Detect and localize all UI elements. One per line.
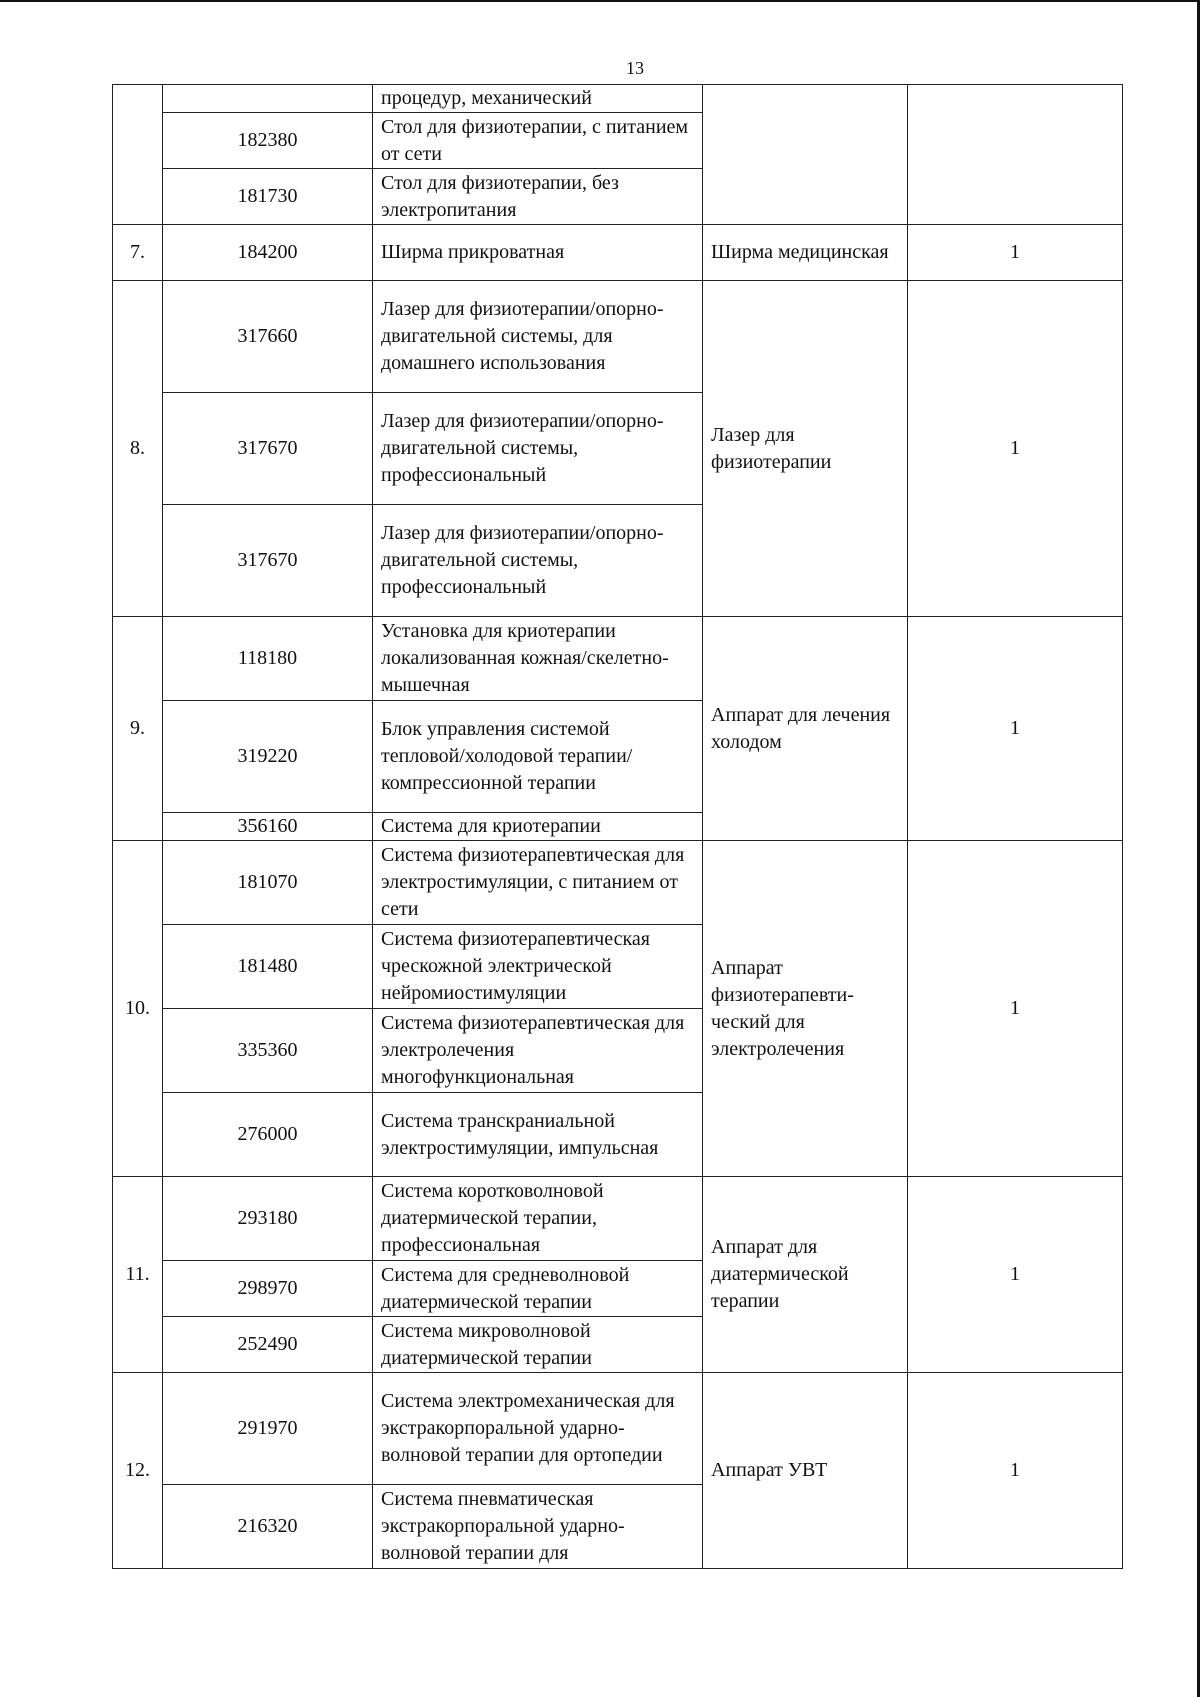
table-row: [113, 225, 1123, 281]
qty-cell: 1: [908, 281, 1123, 617]
qty-cell: 1: [908, 617, 1123, 841]
name-cell: Ширма прикроватная: [373, 225, 703, 281]
code-cell: 317670: [163, 393, 373, 505]
code-cell: 216320: [163, 1485, 373, 1569]
code-cell: 317660: [163, 281, 373, 393]
table-row: [113, 281, 1123, 393]
name-cell: Система для криотерапии: [373, 813, 703, 841]
name-cell: Система транскраниальной электростимуляции, импульсная: [373, 1093, 703, 1177]
name-cell: Установка для криотерапии локализованная кожная/скелетно-мышечная: [373, 617, 703, 701]
table-row: [113, 85, 1123, 113]
name-cell: Блок управления системой тепловой/холодовой терапии/компрессионной терапии: [373, 701, 703, 813]
type-cell: Ширма медицинская: [703, 225, 908, 281]
page-number: 13: [626, 58, 644, 78]
code-cell: 181730: [163, 169, 373, 225]
qty-cell: 1: [908, 841, 1123, 1177]
name-cell: Система физиотерапевтическая для электролечения многофункциональная: [373, 1009, 703, 1093]
code-cell: 291970: [163, 1373, 373, 1485]
table-row: [113, 1373, 1123, 1485]
name-cell: процедур, механический: [373, 85, 703, 113]
code-cell: 298970: [163, 1261, 373, 1317]
row-number-cell: 7.: [113, 225, 163, 281]
code-cell: 356160: [163, 813, 373, 841]
table-row: [113, 1177, 1123, 1261]
type-cell: Аппарат для диатермической терапии: [703, 1177, 908, 1373]
row-number-cell: 12.: [113, 1373, 163, 1569]
type-cell: [703, 85, 908, 225]
code-cell: 319220: [163, 701, 373, 813]
name-cell: Лазер для физиотерапии/опорно-двигательной системы, для домашнего использования: [373, 281, 703, 393]
row-number-cell: 11.: [113, 1177, 163, 1373]
name-cell: Лазер для физиотерапии/опорно-двигательной системы, профессиональный: [373, 393, 703, 505]
row-number-cell: 8.: [113, 281, 163, 617]
name-cell: Система коротковолновой диатермической терапии, профессиональная: [373, 1177, 703, 1261]
qty-cell: 1: [908, 1177, 1123, 1373]
code-cell: 252490: [163, 1317, 373, 1373]
name-cell: Система физиотерапевтическая чрескожной электрической нейромиостимуляции: [373, 925, 703, 1009]
qty-cell: [908, 85, 1123, 225]
code-cell: 276000: [163, 1093, 373, 1177]
equipment-table: [112, 84, 1123, 1569]
table-row: [113, 841, 1123, 925]
code-cell: 335360: [163, 1009, 373, 1093]
name-cell: Стол для физиотерапии, без электропитания: [373, 169, 703, 225]
name-cell: Стол для физиотерапии, с питанием от сети: [373, 113, 703, 169]
name-cell: Система микроволновой диатермической терапии: [373, 1317, 703, 1373]
name-cell: Система электромеханическая для экстракорпоральной ударно-волновой терапии для ортопедии: [373, 1373, 703, 1485]
type-cell: Аппарат УВТ: [703, 1373, 908, 1569]
code-cell: 184200: [163, 225, 373, 281]
table-row: [113, 617, 1123, 701]
name-cell: Система для средневолновой диатермической терапии: [373, 1261, 703, 1317]
qty-cell: 1: [908, 1373, 1123, 1569]
code-cell: [163, 85, 373, 113]
code-cell: 181480: [163, 925, 373, 1009]
code-cell: 317670: [163, 505, 373, 617]
name-cell: Система физиотерапевтическая для электростимуляции, с питанием от сети: [373, 841, 703, 925]
code-cell: 293180: [163, 1177, 373, 1261]
code-cell: 182380: [163, 113, 373, 169]
row-number-cell: 10.: [113, 841, 163, 1177]
row-number-cell: 9.: [113, 617, 163, 841]
type-cell: Аппарат физиотерапевти-ческий для электролечения: [703, 841, 908, 1177]
scan-border-top: [0, 0, 1200, 2]
code-cell: 181070: [163, 841, 373, 925]
code-cell: 118180: [163, 617, 373, 701]
type-cell: Лазер для физиотерапии: [703, 281, 908, 617]
name-cell: Лазер для физиотерапии/опорно-двигательной системы, профессиональный: [373, 505, 703, 617]
row-number-cell: [113, 85, 163, 225]
qty-cell: 1: [908, 225, 1123, 281]
name-cell: Система пневматическая экстракорпоральной ударно-волновой терапии для: [373, 1485, 703, 1569]
type-cell: Аппарат для лечения холодом: [703, 617, 908, 841]
